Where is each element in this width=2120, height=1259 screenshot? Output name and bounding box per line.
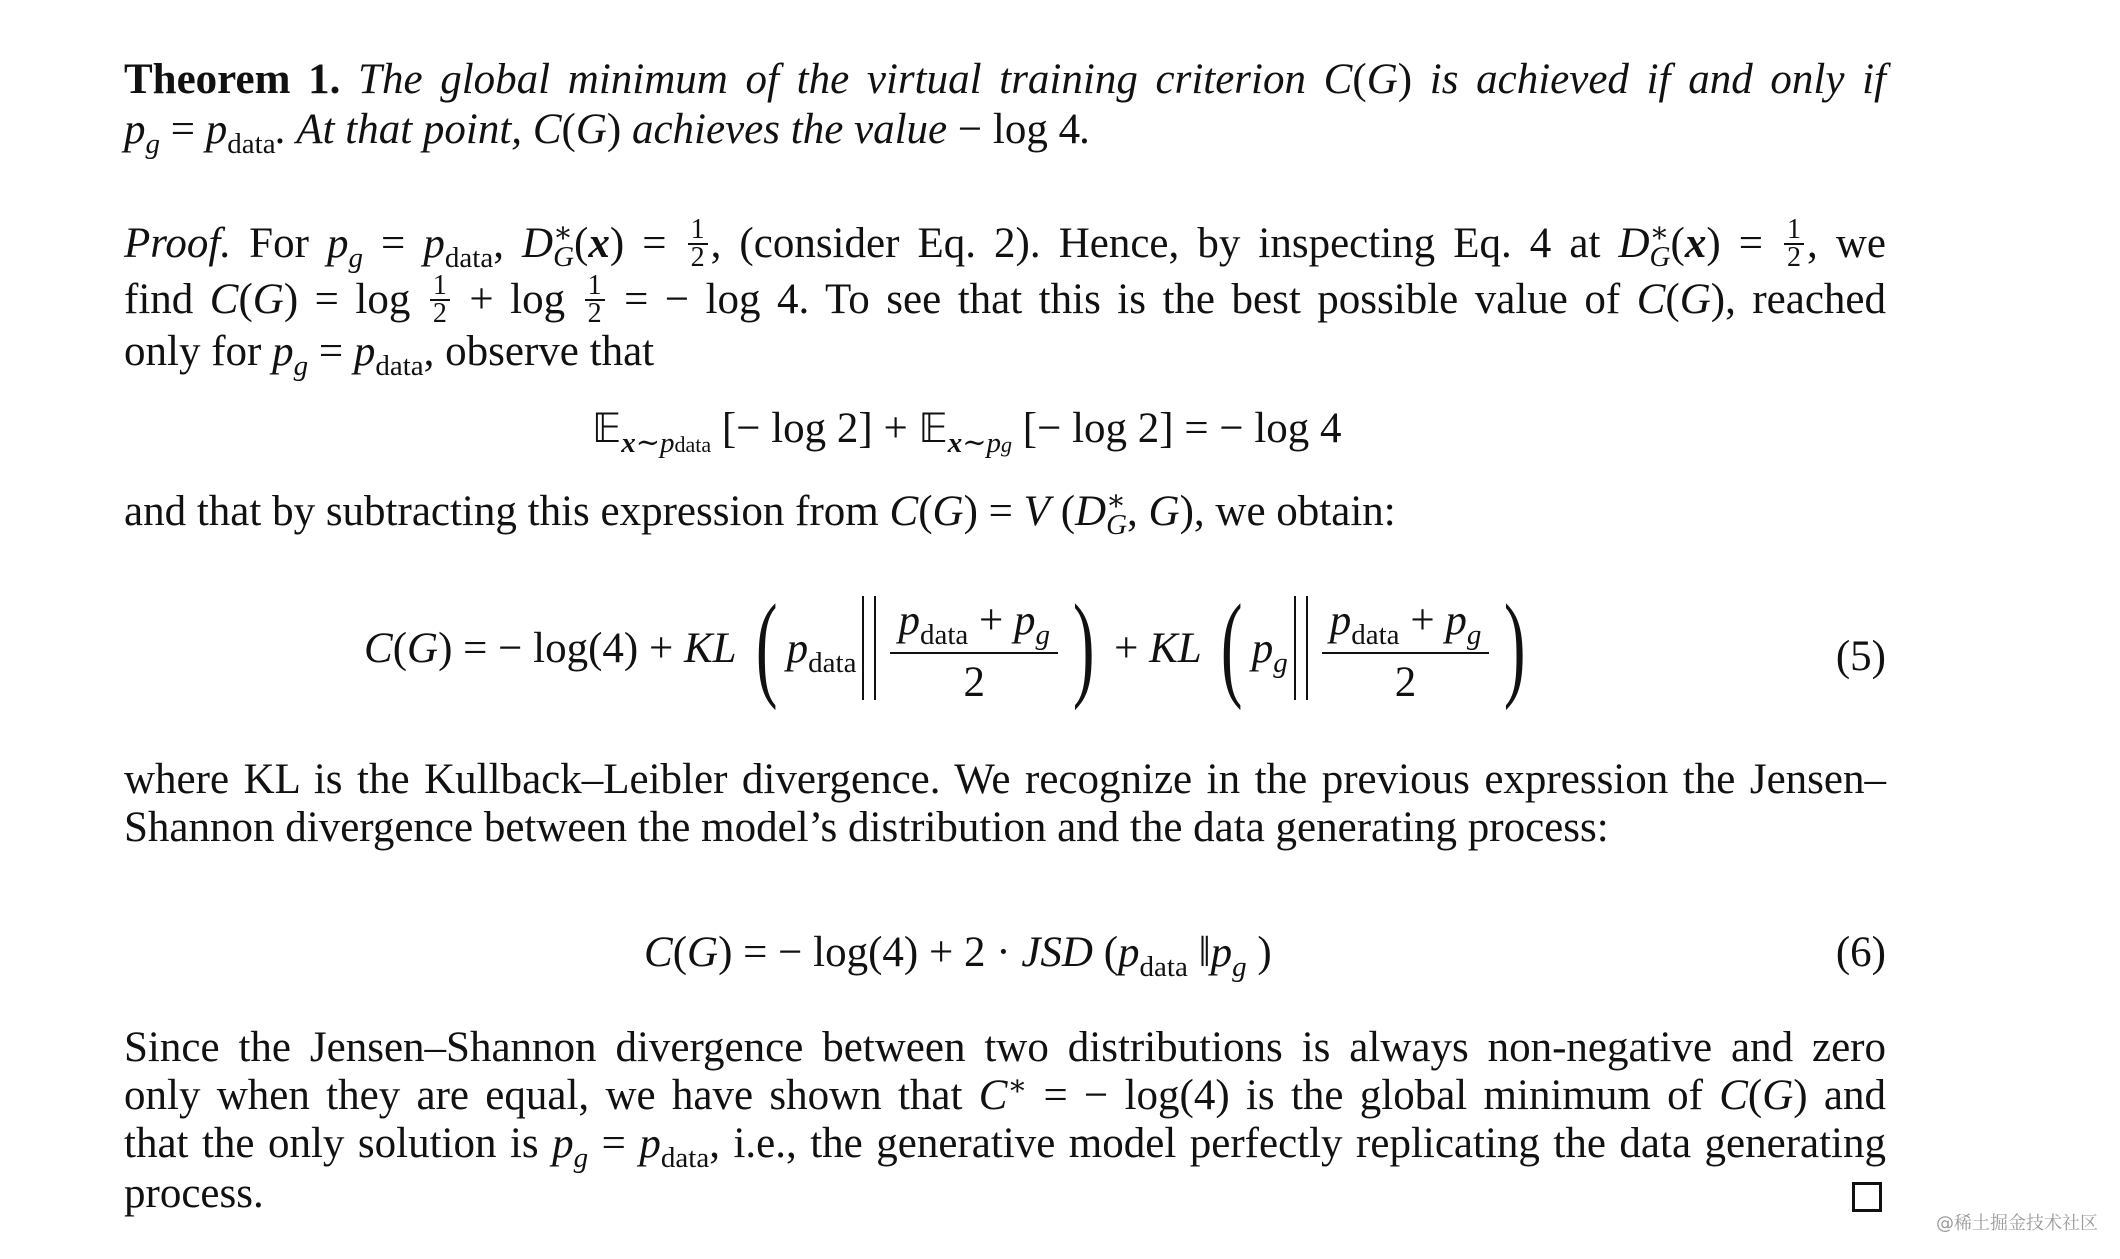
equation-5-number: (5) <box>1835 633 1886 680</box>
theorem-label: Theorem 1. <box>124 56 341 103</box>
theorem-line-1: Theorem 1. The global minimum of the virtual training criterion C(G) is achieved if and only if <box>124 56 1886 103</box>
proof-line-3: only for $p_g = p_{data}$, observe that <box>124 328 655 382</box>
proof-line-7: Since the Jensen–Shannon divergence between two distributions is always non-negative and zero <box>124 1024 1886 1071</box>
proof-line-8: only when they are equal, we have shown that C∗ = − log(4) is the global minimum of C(G) and <box>124 1070 1887 1119</box>
qed-box-icon <box>1852 1182 1882 1212</box>
equation-5: C(G) = − log(4) + KL ( $p_{data}$ $\frac{p_{data} + p_g}{2}$ ) + KL ( $p_g$ $\frac{p_{data} + p_g}{2}$ ) <box>364 580 1526 711</box>
proof-line-5: where KL is the Kullback–Leibler divergence. We recognize in the previous expression the Jensen– <box>124 756 1886 803</box>
watermark: @稀土掘金技术社区 <box>1936 1213 2098 1234</box>
equation-6-number: (6) <box>1835 929 1886 976</box>
proof-label: Proof. <box>124 220 232 267</box>
display-expectation-equation: 𝔼$_{x\sim pdata}$ [− log 2] + 𝔼$_{x\sim pg}$ [− log 2] = − log 4 <box>592 405 1342 459</box>
proof-line-2: find C(G) = log $\frac{1}{2}$ + log $\frac{1}{2}$ = − log 4. To see that this is the best possible value of C(G), reached <box>124 270 1886 330</box>
equation-6: C(G) = − log(4) + 2 · JSD ($p_{data}$ $‖p_g$ ) <box>644 929 1272 983</box>
proof-line-4: and that by subtracting this expression from C(G) = V (D ∗ G , G), we obtain: <box>124 485 1396 542</box>
proof-line-1: Proof. For $p_g = p_{data}$, D ∗ G (x) = $\frac{1}{2}$ , (consider Eq. 2). Hence, by inspecting Eq. 4 at D ∗ G (x) = $\frac{1}{2}$ , we <box>124 214 1887 274</box>
proof-line-6: Shannon divergence between the model’s distribution and the data generating process: <box>124 804 1609 851</box>
proof-line-9: that the only solution is $p_g = p_{data}$, i.e., the generative model perfectly replicating the data generating <box>124 1120 1886 1174</box>
theorem-line-2: $p_g = p_{data}$. At that point, C(G) achieves the value − log 4. <box>124 106 1091 160</box>
proof-line-10: process. <box>124 1170 264 1217</box>
